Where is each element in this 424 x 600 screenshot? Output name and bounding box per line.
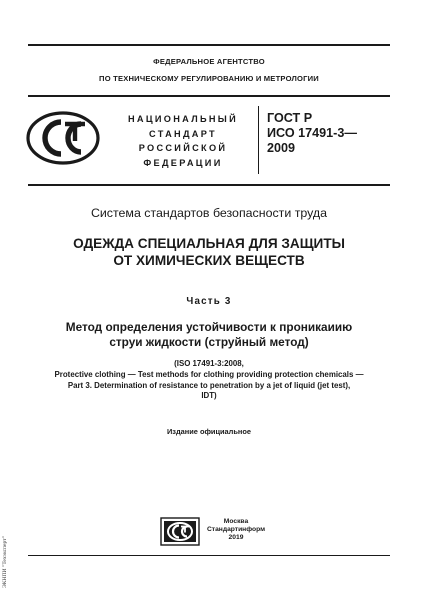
publisher-city: Москва (223, 518, 249, 525)
standard-designation (267, 111, 357, 156)
iso-reference-line: IDT) (201, 391, 217, 401)
iso-reference-line: Part 3. Determination of resistance to penetration by a jet of liquid (jet test), (67, 380, 351, 390)
designation-line: 2009 (267, 141, 296, 155)
publisher-name: Стандартинформ (206, 526, 266, 533)
document-title-line: ОТ ХИМИЧЕСКИХ ВЕЩЕСТВ (113, 253, 305, 268)
document-subtitle (28, 320, 390, 350)
publisher-imprint (204, 518, 268, 542)
national-line: СТАНДАРТ (149, 128, 217, 139)
upper-divider (28, 95, 390, 97)
publisher-year: 2019 (228, 534, 244, 541)
standartinform-logo-icon (160, 517, 200, 546)
vertical-divider (258, 106, 259, 174)
subtitle-line: струи жидкости (струйный метод) (109, 335, 309, 349)
top-rule (28, 44, 390, 46)
gost-r-certification-mark-icon (25, 110, 101, 166)
national-standard-label (108, 112, 258, 170)
part-label: Часть 3 (186, 296, 232, 307)
national-line: НАЦИОНАЛЬНЫЙ (128, 114, 238, 124)
document-title-line: ОДЕЖДА СПЕЦИАЛЬНАЯ ДЛЯ ЗАЩИТЫ (73, 236, 345, 251)
lower-divider (28, 184, 390, 186)
iso-reference-line: (ISO 17491-3:2008, (174, 359, 244, 368)
designation-line: ИСО 17491-3— (267, 126, 357, 140)
iso-reference (18, 359, 400, 402)
national-line: ФЕДЕРАЦИИ (143, 157, 223, 168)
bottom-rule (28, 555, 390, 556)
edition-label: Издание официальное (166, 427, 251, 436)
agency-name-line-2: ПО ТЕХНИЧЕСКОМУ РЕГУЛИРОВАНИЮ И МЕТРОЛОГИИ (99, 74, 319, 83)
national-line: РОССИЙСКОЙ (138, 143, 228, 154)
agency-name-line-1: ФЕДЕРАЛЬНОЕ АГЕНТСТВО (153, 57, 265, 66)
document-title (28, 235, 390, 269)
subtitle-line: Метод определения устойчивости к проникаиию (65, 320, 353, 334)
iso-reference-line: Protective clothing — Test methods for clothing providing protection chemicals — (54, 369, 364, 379)
side-watermark (2, 468, 12, 588)
side-watermark-text: ЭКНПИ "Техэксперт" (2, 536, 8, 588)
designation-line: ГОСТ Р (267, 111, 313, 125)
system-title: Система стандартов безопасности труда (90, 206, 328, 220)
